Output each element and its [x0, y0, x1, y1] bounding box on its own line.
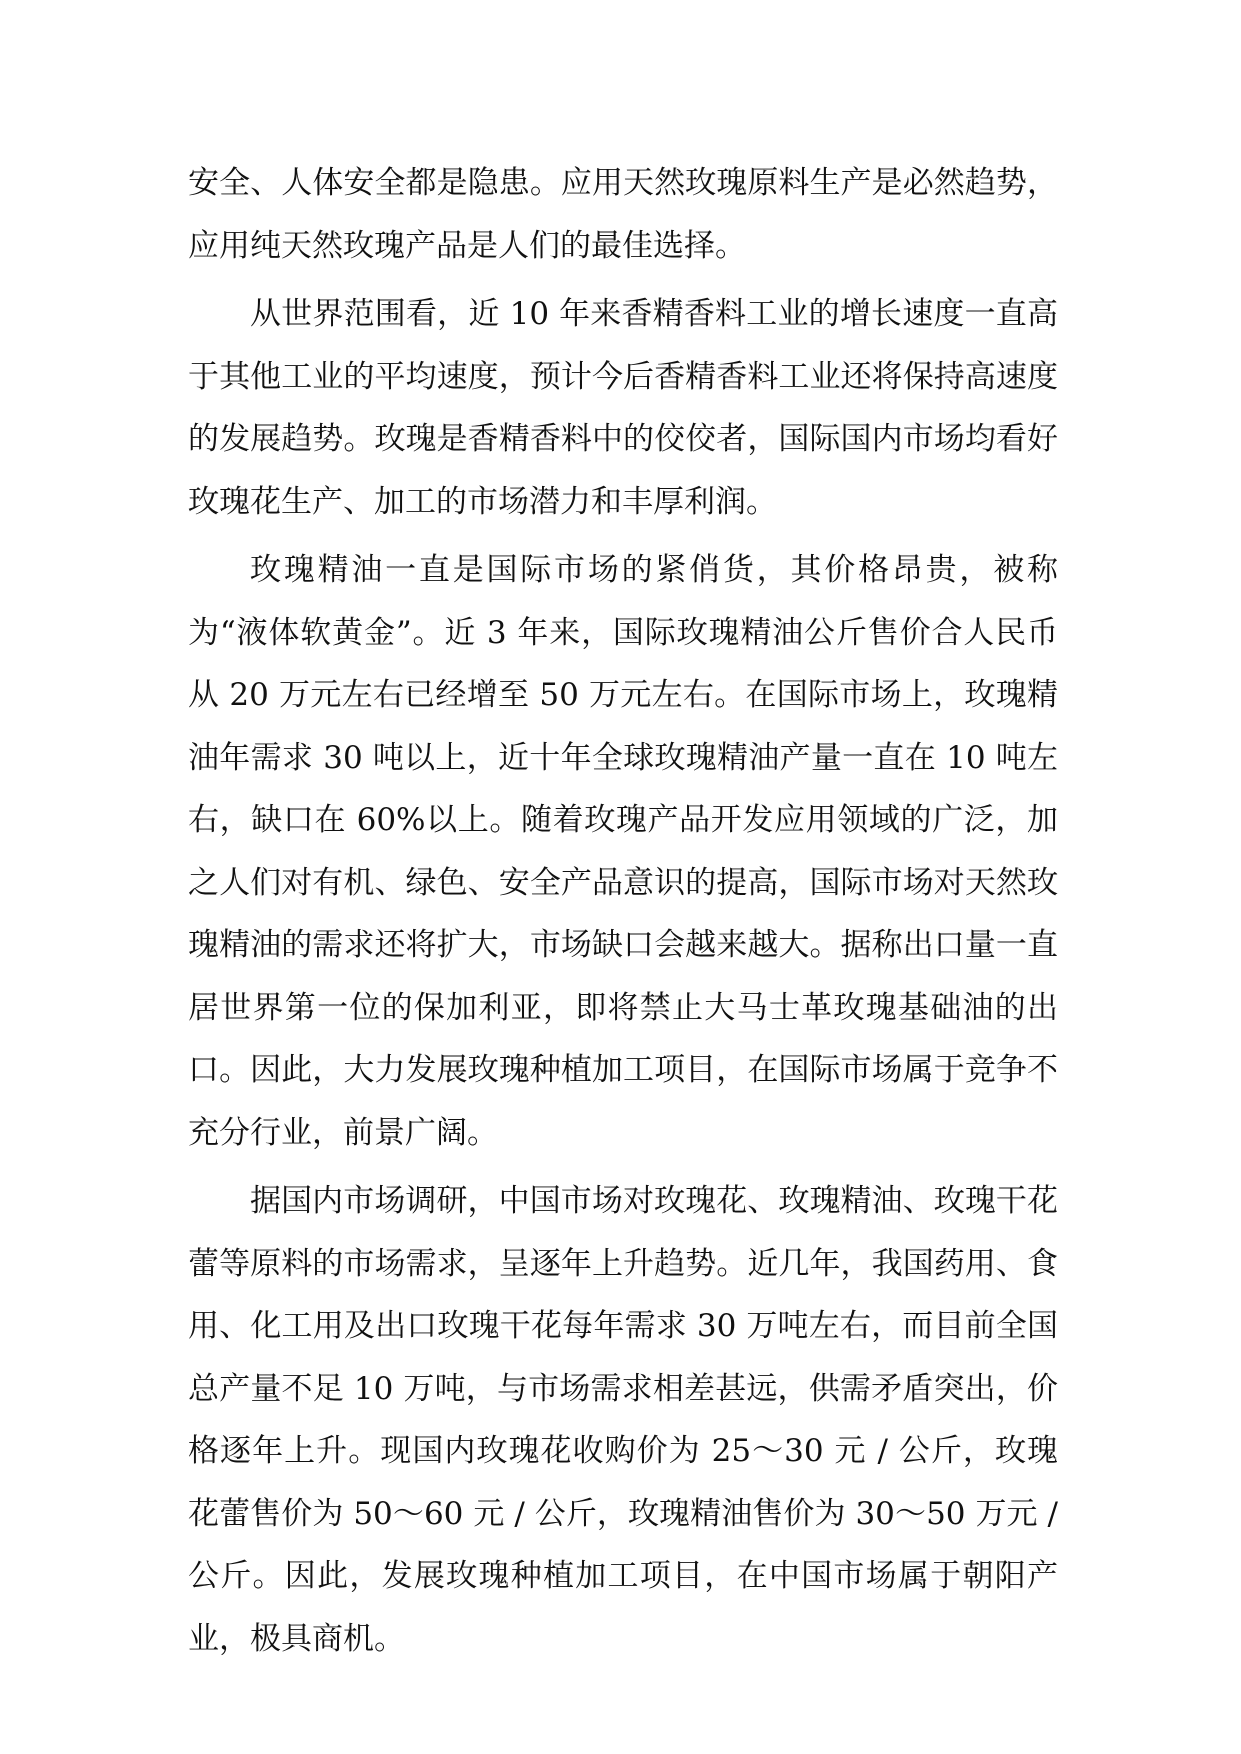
paragraph: 据国内市场调研，中国市场对玫瑰花、玫瑰精油、玫瑰干花蕾等原料的市场需求，呈逐年上升趋势。近几年，我国药用、食用、化工用及出口玫瑰干花每年需求 30 万吨左右，而目前全国总产量不足 10 万吨，与市场需求相差甚远，供需矛盾突出，价格逐年上升。现国内玫瑰花收购价为 25～30 元 / 公斤，玫瑰花蕾售价为 50～60 元 / 公斤，玫瑰精油售价为 30～50 万元 / 公斤。因此，发展玫瑰种植加工项目，在中国市场属于朝阳产业，极具商机。 [188, 1183, 1058, 1657]
paragraph: 玫瑰精油一直是国际市场的紧俏货，其价格昂贵，被称为“液体软黄金”。近 3 年来，国际玫瑰精油公斤售价合人民币从 20 万元左右已经增至 50 万元左右。在国际市场上，玫瑰精油年需求 30 吨以上，近十年全球玫瑰精油产量一直在 10 吨左右，缺口在 60%以上。随着玫瑰产品开发应用领域的广泛，加之人们对有机、绿色、安全产品意识的提高，国际市场对天然玫瑰精油的需求还将扩大，市场缺口会越来越大。据称出口量一直居世界第一位的保加利亚，即将禁止大马士革玫瑰基础油的出口。因此，大力发展玫瑰种植加工项目，在国际市场属于竞争不充分行业，前景广阔。 [188, 552, 1058, 1151]
paragraph: 安全、人体安全都是隐患。应用天然玫瑰原料生产是必然趋势，应用纯天然玫瑰产品是人们的最佳选择。 [188, 165, 1058, 264]
paragraph: 从世界范围看，近 10 年来香精香料工业的增长速度一直高于其他工业的平均速度，预计今后香精香料工业还将保持高速度的发展趋势。玫瑰是香精香料中的佼佼者，国际国内市场均看好玫瑰花生产、加工的市场潜力和丰厚利润。 [188, 296, 1058, 520]
body-text [188, 152, 1058, 1676]
